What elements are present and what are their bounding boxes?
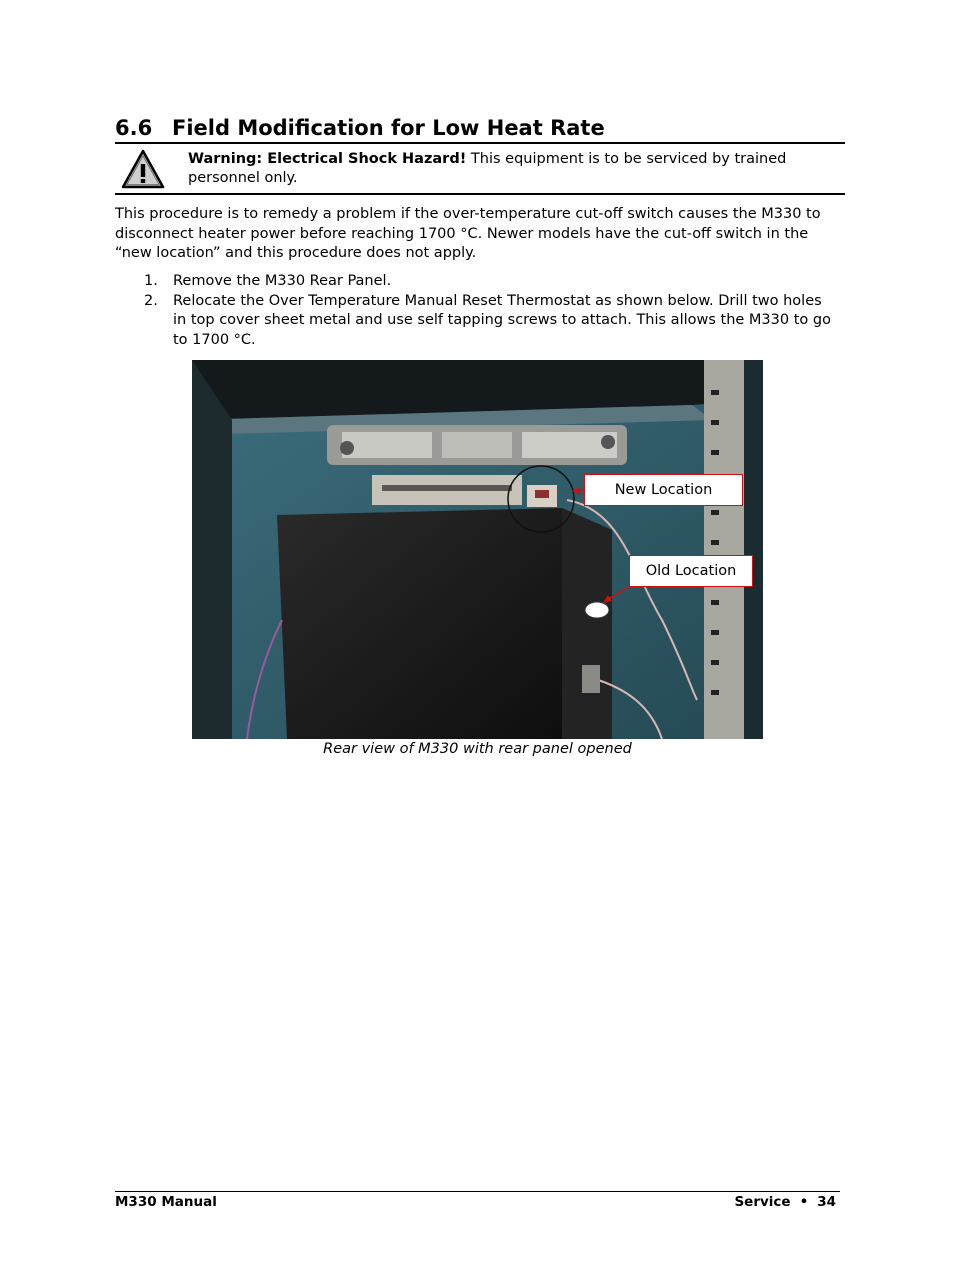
footer-page-number: 34	[817, 1194, 836, 1210]
old-location-callout: Old Location	[629, 555, 753, 587]
step-text: Remove the M330 Rear Panel.	[173, 273, 392, 289]
figure-caption: Rear view of M330 with rear panel opened	[323, 741, 632, 757]
section-number: 6.6	[115, 116, 153, 140]
step-number: 1.	[144, 273, 158, 289]
photo-illustration	[192, 360, 763, 739]
footer-page-info	[734, 1194, 836, 1210]
warning-text	[188, 150, 828, 188]
footer-divider	[115, 1191, 840, 1192]
section-heading	[115, 114, 845, 144]
warning-box	[115, 145, 845, 195]
footer-bullet: •	[799, 1194, 809, 1210]
procedure-steps	[115, 272, 835, 350]
warning-body: This equipment is to be serviced by trained personnel only.	[188, 151, 787, 186]
step-item	[115, 292, 835, 351]
new-location-callout: New Location	[584, 474, 743, 506]
step-number: 2.	[144, 292, 158, 309]
warning-title: Warning: Electrical Shock Hazard!	[188, 151, 467, 167]
rear-view-photo	[192, 360, 763, 739]
footer-section: Service	[734, 1194, 791, 1210]
section-title: Field Modification for Low Heat Rate	[172, 116, 605, 140]
step-text: Relocate the Over Temperature Manual Reset Thermostat as shown below. Drill two holes in top cover sheet metal and use self tapping screws to attach. This allows the M330 to go to 1700 °C.	[173, 292, 831, 348]
intro-paragraph: This procedure is to remedy a problem if the over-temperature cut-off switch causes the M330 to disconnect heater power before reaching 1700 °C. Newer models have the cut-off switch in the “new location” and this procedure does not apply.	[115, 206, 821, 261]
footer-manual-title: M330 Manual	[115, 1194, 217, 1210]
warning-triangle-icon	[121, 149, 165, 189]
step-item	[115, 272, 835, 292]
